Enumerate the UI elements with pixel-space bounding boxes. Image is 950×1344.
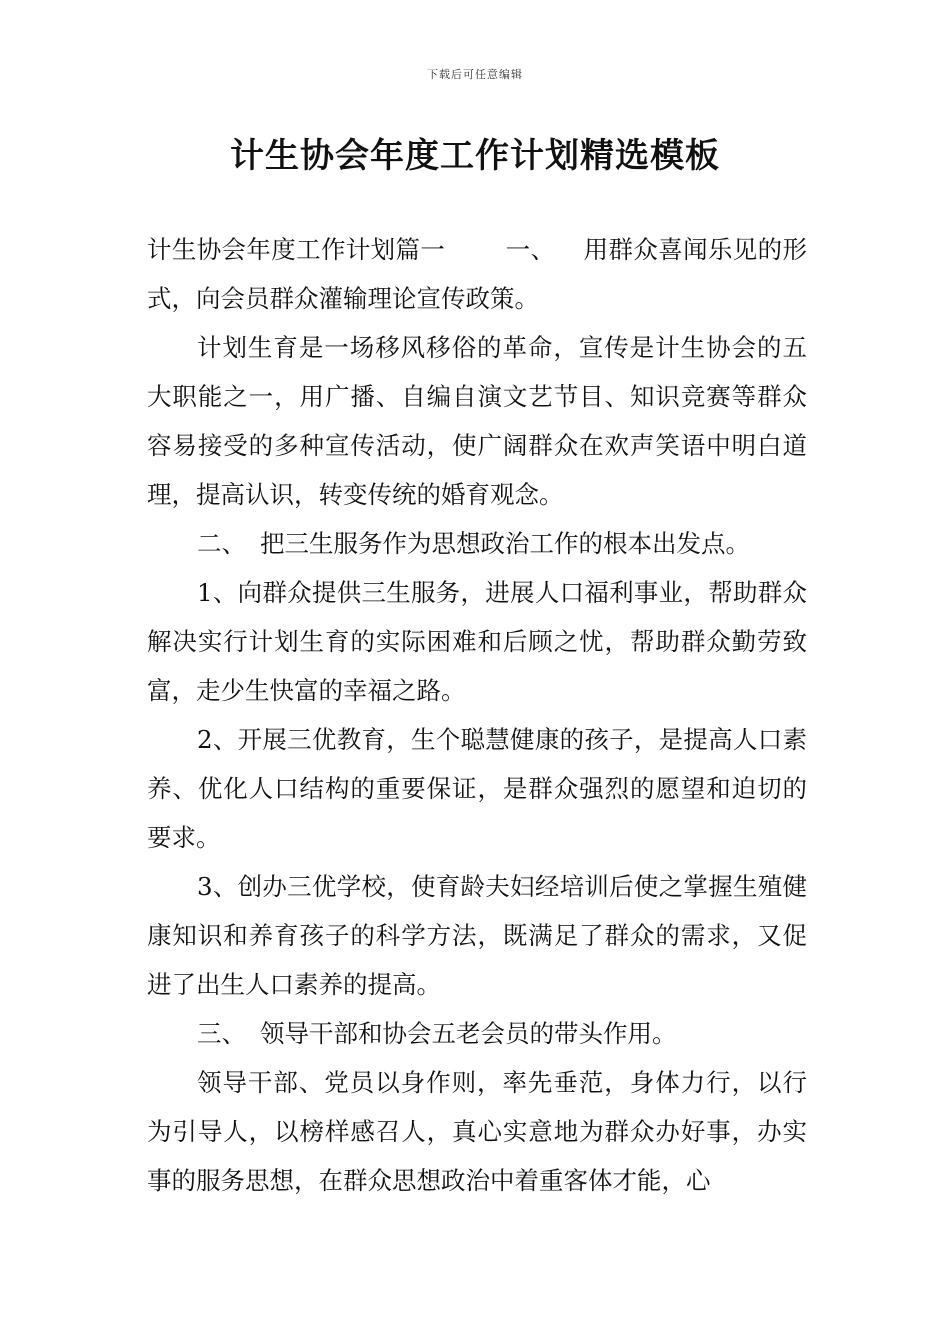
section-2-heading [147,519,807,568]
section-2-item: 3、创办三优学校，使育龄夫妇经培训后使之掌握生殖健康知识和养育孩子的科学方法，既满足了群众的需求，又促进了出生人口素养的提高。 [147,872,807,999]
document-body [147,225,807,1205]
section-3-title: 领导干部和协会五老会员的带头作用。 [260,1019,677,1048]
section-3-number: 三、 [197,1019,246,1048]
section-2-item: 1、向群众提供三生服务，进展人口福利事业，帮助群众解决实行计划生育的实际困难和后顾之忧，帮助群众勤劳致富，走少生快富的幸福之路。 [147,578,807,705]
intro-paragraph [147,225,807,323]
intro-number: 一、 [505,235,556,264]
document-title: 计生协会年度工作计划精选模板 [230,136,720,176]
intro-label: 计生协会年度工作计划篇一 [147,235,446,264]
section-3-paragraph: 领导干部、党员以身作则，率先垂范，身体力行，以行为引导人，以榜样感召人，真心实意地为群众办好事，办实事的服务思想，在群众思想政治中着重客体才能，心 [147,1068,807,1195]
section-2-title: 把三生服务作为思想政治工作的根本出发点。 [260,529,750,558]
section-2-number: 二、 [197,529,246,558]
body-paragraph: 计划生育是一场移风移俗的革命，宣传是计生协会的五大职能之一，用广播、自编自演文艺节目、知识竞赛等群众容易接受的多种宣传活动，使广阔群众在欢声笑语中明白道理，提高认识，转变传统的婚育观念。 [147,333,807,509]
intro-text: 用群众喜闻乐见的形式，向会员群众灌输理论宣传政策。 [147,235,807,313]
section-3-heading [147,1009,807,1058]
section-2-item: 2、开展三优教育，生个聪慧健康的孩子，是提高人口素养、优化人口结构的重要保证，是群众强烈的愿望和迫切的要求。 [147,725,807,852]
header-note: 下载后可任意编辑 [427,68,523,81]
